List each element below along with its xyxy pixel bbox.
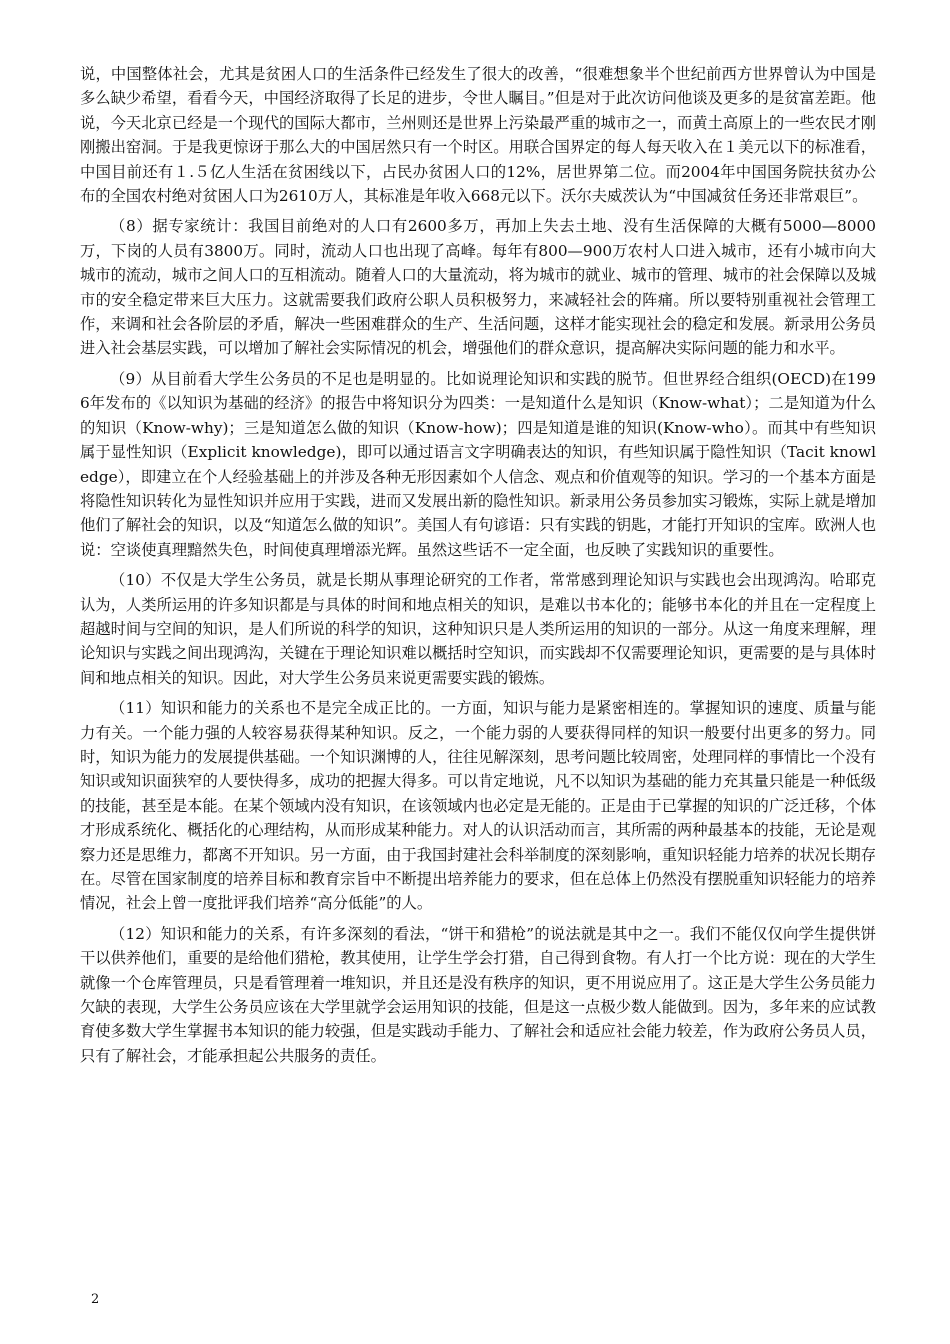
paragraph-continued: 说，中国整体社会，尤其是贫困人口的生活条件已经发生了很大的改善，“很难想象半个世纪前西方世界曾认为中国是多么缺少希望，看看今天，中国经济取得了长足的进步，令世人瞩目。”但是对于此次访问他谈及更多的是贫富差距。他说，今天北京已经是一个现代的国际大都市，兰州则还是世界上污染最严重的城市之一，而黄土高原上的一些农民才刚刚搬出窑洞。于是我更惊讶于那么大的中国居然只有一个时区。用联合国界定的每人每天收入在１美元以下的标准看，中国目前还有１.５亿人生活在贫困线以下，占民办贫困人口的12%，居世界第二位。而2004年中国国务院扶贫办公布的全国农村绝对贫困人口为2610万人，其标准是年收入668元以下。沃尔夫威茨认为“中国减贫任务还非常艰巨”。 (80, 65, 876, 206)
page-number: 2 (91, 1292, 100, 1307)
paragraph-11: （11）知识和能力的关系也不是完全成正比的。一方面，知识与能力是紧密相连的。掌握知识的速度、质量与能力有关。一个能力强的人较容易获得某种知识。反之，一个能力弱的人要获得同样的知识一般要付出更多的努力。同时，知识为能力的发展提供基础。一个知识渊博的人，往往见解深刻，思考问题比较周密，处理同样的事情比一个没有知识或知识面狭窄的人要快得多，成功的把握大得多。可以肯定地说，凡不以知识为基础的能力充其量只能是一种低级的技能，甚至是本能。在某个领域内没有知识，在该领域内也必定是无能的。正是由于已掌握的知识的广泛迁移，个体才形成系统化、概括化的心理结构，从而形成某种能力。对人的认识活动而言，其所需的两种最基本的技能，无论是观察力还是思维力，都离不开知识。另一方面，由于我国封建社会科举制度的深刻影响，重知识轻能力培养的状况长期存在。尽管在国家制度的培养目标和教育宗旨中不断提出培养能力的要求，但在总体上仍然没有摆脱重知识轻能力的培养情况，社会上曾一度批评我们培养“高分低能”的人。 (80, 699, 876, 913)
paragraph-8: （8）据专家统计：我国目前绝对的人口有2600多万，再加上失去土地、没有生活保障的大概有5000—8000万，下岗的人员有3800万。同时，流动人口也出现了高峰。每年有800—900万农村人口进入城市，还有小城市向大城市的流动，城市之间人口的互相流动。随着人口的大量流动，将为城市的就业、城市的管理、城市的社会保障以及城市的安全稳定带来巨大压力。这就需要我们政府公职人员积极努力，来减轻社会的阵痛。所以要特别重视社会管理工作，来调和社会各阶层的矛盾，解决一些困难群众的生产、生活问题，这样才能实现社会的稳定和发展。新录用公务员进入社会基层实践，可以增加了解社会实际情况的机会，增强他们的群众意识，提高解决实际问题的能力和水平。 (80, 217, 876, 358)
paragraph-12: （12）知识和能力的关系，有许多深刻的看法，“饼干和猎枪”的说法就是其中之一。我们不能仅仅向学生提供饼干以供养他们，重要的是给他们猎枪，教其使用，让学生学会打猎，自己得到食物。有人打一个比方说：现在的大学生就像一个仓库管理员，只是看管理着一堆知识，并且还是没有秩序的知识，更不用说应用了。这正是大学生公务员能力欠缺的表现，大学生公务员应该在大学里就学会运用知识的技能，但是这一点极少数人能做到。因为，多年来的应试教育使多数大学生掌握书本知识的能力较强，但是实践动手能力、了解社会和适应社会能力较差，作为政府公务员人员，只有了解社会，才能承担起公共服务的责任。 (80, 924, 876, 1065)
paragraph-10: （10）不仅是大学生公务员，就是长期从事理论研究的工作者，常常感到理论知识与实践也会出现鸿沟。哈耶克认为，人类所运用的许多知识都是与具体的时间和地点相关的知识，是难以书本化的；能够书本化的并且在一定程度上超越时间与空间的知识，是人们所说的科学的知识，这种知识只是人类所运用的知识的一部分。从这一角度来理解，理论知识与实践之间出现鸿沟，关键在于理论知识难以概括时空知识，而实践却不仅需要理论知识，更需要的是与具体时间和地点相关的知识。因此，对大学生公务员来说更需要实践的锻炼。 (80, 571, 876, 687)
document-body (80, 62, 876, 1068)
paragraph-9: （9）从目前看大学生公务员的不足也是明显的。比如说理论知识和实践的脱节。但世界经合组织(OECD)在1996年发布的《以知识为基础的经济》的报告中将知识分为四类：一是知道什么是知识（Know-what）；二是知道为什么的知识（Know-why)；三是知道怎么做的知识（Know-how)；四是知道是谁的知识(Know-who）。而其中有些知识属于显性知识（Explicit knowledge)，即可以通过语言文字明确表达的知识，有些知识属于隐性知识（Tacit knowledge），即建立在个人经验基础上的并涉及各种无形因素如个人信念、观点和价值观等的知识。学习的一个基本方面是将隐性知识转化为显性知识并应用于实践，进而又发展出新的隐性知识。新录用公务员参加实习锻炼，实际上就是增加他们了解社会的知识，以及“知道怎么做的知识”。美国人有句谚语：只有实践的钥匙，才能打开知识的宝库。欧洲人也说：空谈使真理黯然失色，时间使真理增添光辉。虽然这些话不一定全面，也反映了实践知识的重要性。 (80, 369, 876, 559)
